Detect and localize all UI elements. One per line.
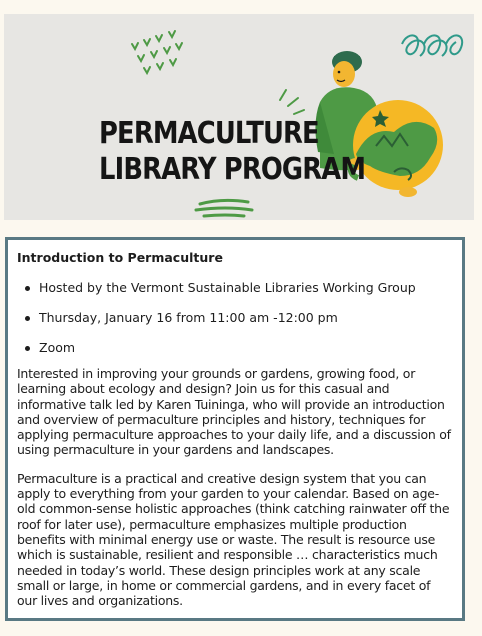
bullet-icon	[25, 346, 30, 351]
program-banner	[4, 14, 474, 220]
bullet-icon	[25, 316, 30, 321]
bullet-icon	[25, 286, 30, 291]
event-details-card	[5, 237, 465, 621]
swish-icon	[196, 200, 252, 216]
permaculture-description: Permaculture is a practical and creative design system that you can apply to everything from your garden to your calendar. Based on age-old common-sense holistic approaches (think catching rainwater off the roof for later use), permaculture emphasizes multiple production benefits with minimal energy use or waste. The result is resource use which is sustainable, resilient and responsible … characteristics much needed in today’s world. These design principles work at any scale small or large, in home or commercial gardens, and in every facet of our lives and organizations.	[17, 470, 450, 609]
event-details-list	[17, 280, 452, 356]
list-item-date: Thursday, January 16 from 11:00 am -12:00 pm	[17, 310, 452, 326]
banner-title	[99, 116, 365, 188]
list-item-host: Hosted by the Vermont Sustainable Libraries Working Group	[17, 280, 452, 296]
sprouts-icon	[132, 31, 182, 73]
banner-title-line1: PERMACULTURE	[99, 116, 319, 151]
event-description: Interested in improving your grounds or gardens, growing food, or learning about ecology and design? Join us for this casual and informative talk led by Karen Tuininga, who will provide an introduction and overview of permaculture principles and history, techniques for applying permaculture approaches to your daily life, and a discussion of using permaculture in your gardens and landscapes.	[17, 366, 451, 458]
list-item-location: Zoom	[17, 340, 452, 356]
banner-title-line2: LIBRARY PROGRAM	[99, 152, 366, 187]
event-title: Introduction to Permaculture	[17, 250, 223, 265]
swirl-icon	[402, 35, 462, 56]
